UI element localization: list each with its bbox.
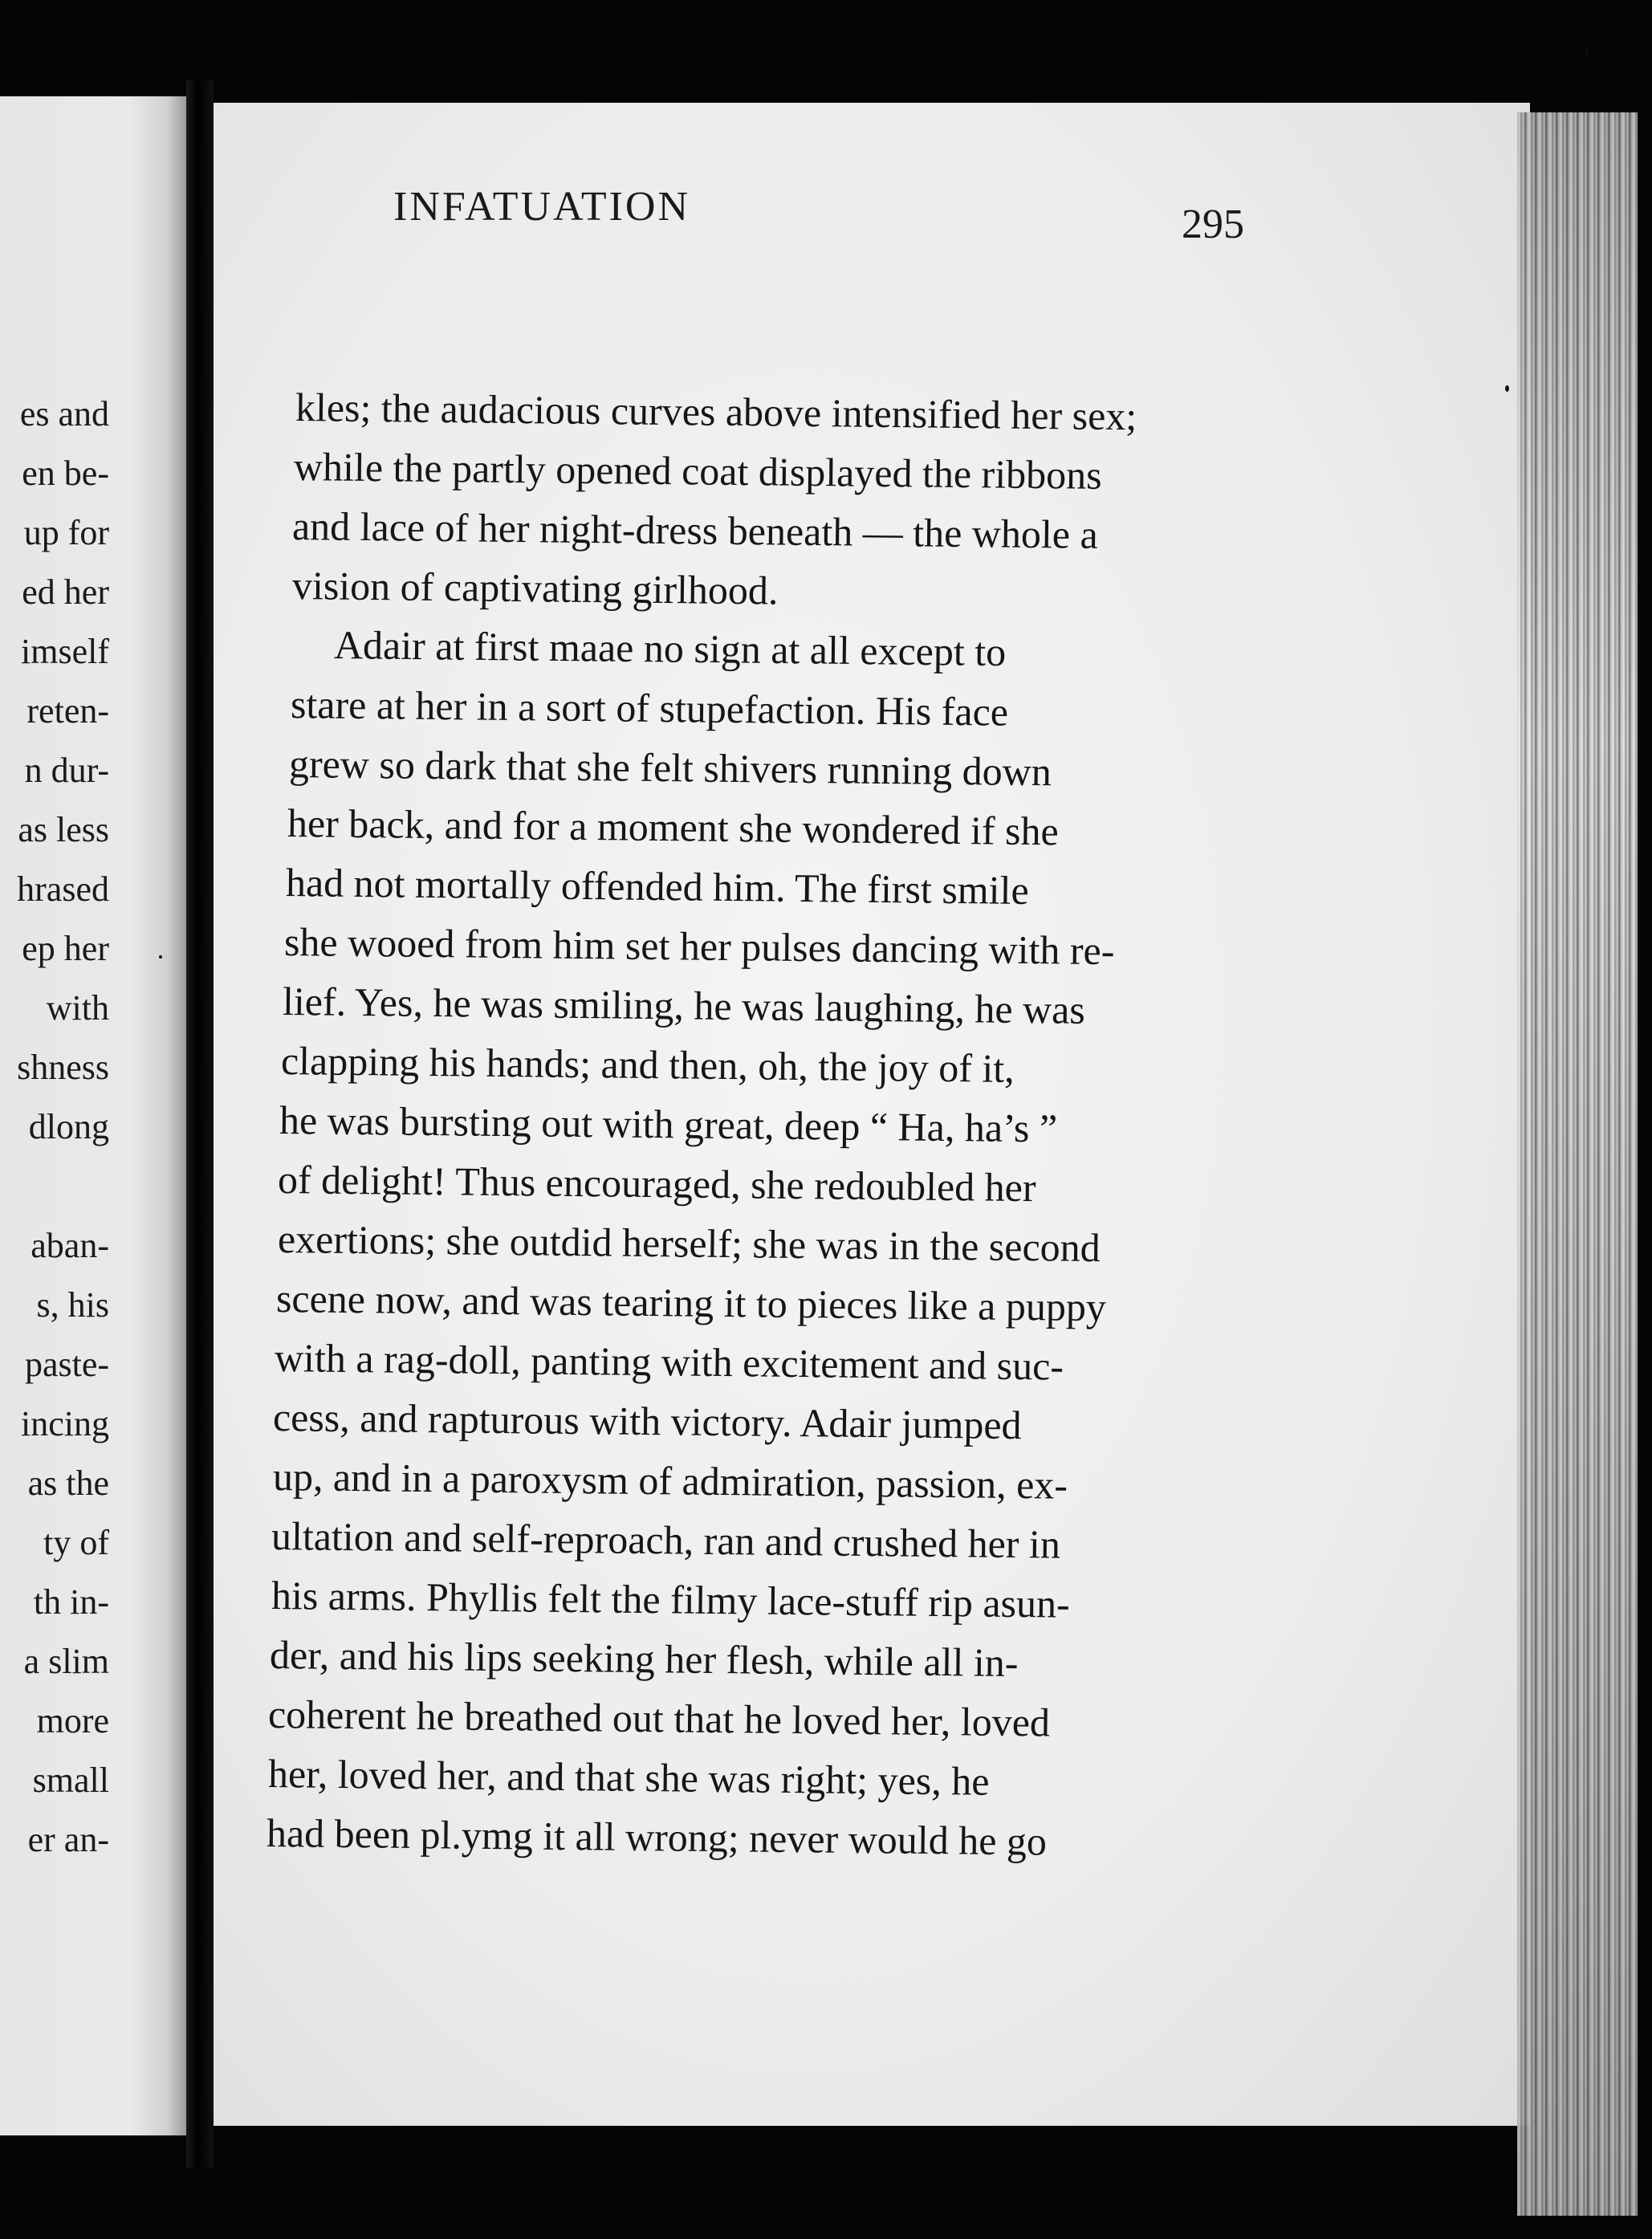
left-page-line: as the: [27, 1463, 109, 1503]
body-line-20: ultation and self-reproach, ran and crushed her in: [271, 1513, 1061, 1567]
body-line-3: and lace of her night-dress beneath — the whole a: [291, 503, 1099, 557]
left-facing-page: [0, 96, 186, 2135]
left-page-line: ep her: [22, 929, 109, 968]
left-page-line: ty of: [43, 1523, 109, 1562]
left-page-line: with: [46, 988, 109, 1028]
body-line-6: stare at her in a sort of stupefaction. His face: [290, 682, 1009, 735]
body-line-9: had not mortally offended him. The first smile: [285, 860, 1030, 914]
left-page-line: reten-: [26, 691, 109, 731]
scan-speck: [1585, 48, 1588, 56]
left-page-line: th in-: [33, 1582, 109, 1622]
book-gutter: [186, 80, 214, 2168]
left-page-line: as less: [18, 810, 109, 849]
body-line-13: he was bursting out with great, deep “ Ha, ha’s ”: [279, 1097, 1058, 1151]
body-line-16: scene now, and was tearing it to pieces like a puppy: [275, 1276, 1107, 1330]
left-page-line: more: [36, 1701, 109, 1740]
body-line-25: had been pl.ymg it all wrong; never would he go: [266, 1810, 1048, 1864]
page-number: 295: [1182, 202, 1244, 247]
left-page-line: es and: [19, 394, 109, 434]
left-page-line: ed her: [22, 572, 109, 612]
scan-speck: [159, 955, 162, 959]
body-line-7: grew so dark that she felt shivers running down: [288, 741, 1052, 795]
body-line-23: coherent he breathed out that he loved her, loved: [267, 1691, 1051, 1745]
body-line-17: with a rag-doll, panting with excitement and suc-: [274, 1335, 1064, 1389]
body-line-19: up, and in a paroxysm of admiration, passion, ex-: [272, 1454, 1068, 1508]
running-title: INFATUATION: [393, 184, 691, 230]
body-line-18: cess, and rapturous with victory. Adair jumped: [272, 1394, 1022, 1448]
left-page-line: imself: [21, 632, 109, 671]
page-edges-shadow: [1517, 112, 1638, 2216]
left-page-line: shness: [17, 1048, 109, 1087]
body-line-12: clapping his hands; and then, oh, the joy of it,: [280, 1038, 1015, 1091]
scan-speck: [1505, 385, 1509, 392]
left-page-line: a slim: [23, 1642, 109, 1681]
body-line-5: Adair at first maae no sign at all except to: [333, 622, 1007, 675]
body-line-22: der, and his lips seeking her flesh, while all in-: [269, 1632, 1019, 1686]
left-page-line: n dur-: [24, 751, 109, 790]
left-page-line: small: [32, 1761, 109, 1800]
left-page-line: hrased: [17, 869, 109, 909]
body-line-24: her, loved her, and that she was right; yes, he: [267, 1751, 990, 1804]
left-page-line: incing: [21, 1404, 109, 1443]
body-line-21: his arms. Phyllis felt the filmy lace-stuff rip asun-: [271, 1573, 1070, 1626]
left-page-line: dlong: [28, 1107, 109, 1146]
left-page-line: s, his: [36, 1285, 109, 1325]
body-line-2: while the partly opened coat displayed the ribbons: [293, 444, 1102, 498]
body-line-10: she wooed from him set her pulses dancing with re-: [283, 919, 1115, 974]
body-line-8: her back, and for a moment she wondered if she: [287, 800, 1060, 854]
left-page-line: paste-: [24, 1345, 109, 1384]
body-line-4: vision of captivating girlhood.: [291, 563, 779, 613]
body-line-15: exertions; she outdid herself; she was in the second: [277, 1216, 1101, 1271]
left-page-line: en be-: [22, 454, 109, 493]
body-line-1: kles; the audacious curves above intensified her sex;: [295, 385, 1137, 439]
left-page-line: up for: [23, 513, 109, 552]
left-page-line: er an-: [27, 1820, 109, 1859]
body-line-14: of delight! Thus encouraged, she redoubled her: [277, 1157, 1036, 1211]
body-line-11: lief. Yes, he was smiling, he was laughing, he was: [282, 979, 1086, 1032]
left-page-line: aban-: [31, 1226, 109, 1265]
